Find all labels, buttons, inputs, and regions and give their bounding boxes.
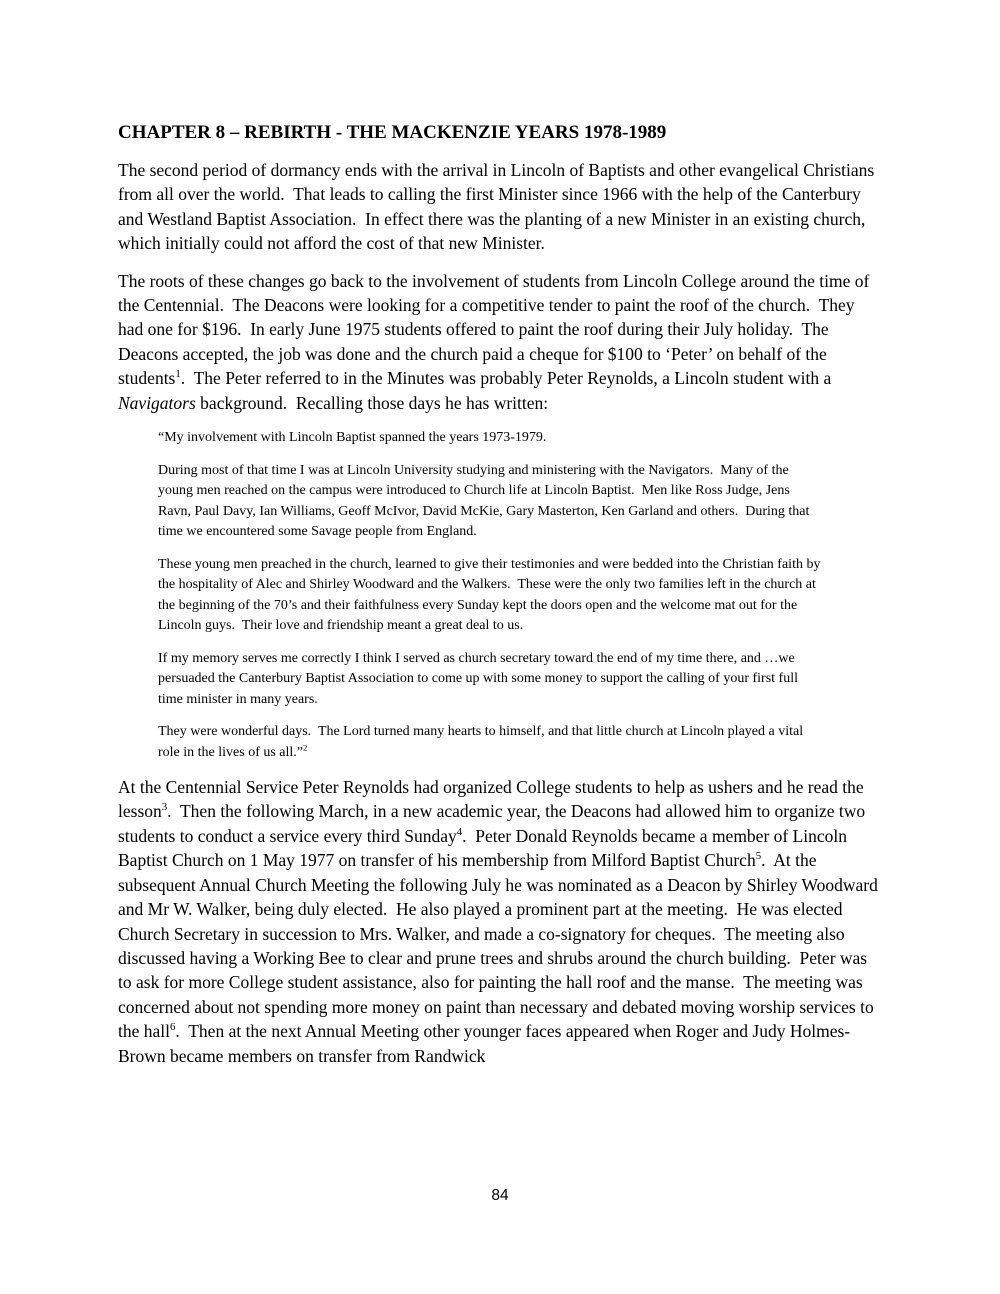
- page-content: [118, 121, 882, 1081]
- document-body: [118, 158, 882, 1068]
- footnote-marker: 5: [755, 850, 762, 863]
- footnote-marker: 1: [175, 368, 181, 381]
- body-paragraph: [118, 269, 882, 415]
- text-run: At the Centennial Service Peter Reynolds had organized College students to help as ushers and he read the lesson: [118, 777, 869, 822]
- quote-paragraph: [158, 555, 822, 637]
- text-run: “My involvement with Lincoln Baptist spanned the years 1973-1979.: [158, 430, 547, 446]
- quote-paragraph: [158, 428, 822, 449]
- text-run: During most of that time I was at Lincoln University studying and ministering with the Navigators. Many of the young men reached on the campus were introduced to Church life at Lincoln Baptist. Men like Ross Judge, Jens Ravn, Paul Davy, Ian Williams, Geoff McIvor, David McKie, Gary Masterton, Ken Garland and others. During that time we encountered some Savage people from England.: [158, 462, 813, 540]
- text-run: . At the subsequent Annual Church Meeting the following July he was nominated as a Deacon by Shirley Woodward and Mr W. Walker, being duly elected. He also played a prominent part at the meeting. He was elected Church Secretary in succession to Mrs. Walker, and made a co-signatory for cheques. The meeting also discussed having a Working Bee to clear and prune trees and shrubs around the church building. Peter was to ask for more College student assistance, also for painting the hall roof and the manse. The meeting was concerned about not spending more money on paint than necessary and debated moving worship services to the hall: [118, 850, 883, 1042]
- text-run: . Then the following March, in a new academic year, the Deacons had allowed him to organize two students to conduct a service every third Sunday: [118, 801, 870, 846]
- text-run: These young men preached in the church, learned to give their testimonies and were bedded into the Christian faith by the hospitality of Alec and Shirley Woodward and the Walkers. These were the only two families left in the church at the beginning of the 70’s and their faithfulness every Sunday kept the doors open and the welcome mat out for the Lincoln guys. Their love and friendship meant a great deal to us.: [158, 556, 824, 634]
- text-run: . Then at the next Annual Meeting other younger faces appeared when Roger and Judy Holmes-Brown became members on transfer from Randwick: [118, 1021, 851, 1066]
- text-run: . The Peter referred to in the Minutes was probably Peter Reynolds, a Lincoln student with a: [180, 368, 836, 389]
- text-run: background. Recalling those days he has written:: [195, 392, 549, 413]
- footnote-marker: 6: [170, 1021, 176, 1034]
- footnote-marker: 4: [456, 826, 463, 839]
- text-run: . Peter Donald Reynolds became a member of Lincoln Baptist Church on 1 May 1977 on transfer of his membership from Milford Baptist Church: [118, 825, 852, 871]
- quote-paragraph: [158, 649, 822, 711]
- quote-paragraph: [158, 461, 822, 543]
- text-run: If my memory serves me correctly I think I served as church secretary toward the end of my time there, and …we persuaded the Canterbury Baptist Association to come up with some money to support the calling of your first full time minister in many years.: [158, 650, 802, 707]
- italic-text: Navigators: [118, 392, 196, 413]
- chapter-title: CHAPTER 8 – REBIRTH - THE MACKENZIE YEARS 1978-1989: [118, 122, 667, 143]
- text-run: The roots of these changes go back to the involvement of students from Lincoln College around the time of the Centennial. The Deacons were looking for a competitive tender to paint the roof of the church. They had one for $196. In early June 1975 students offered to paint the roof during their July holiday. The Deacons accepted, the job was done and the church paid a cheque for $100 to ‘Peter’ on behalf of the students: [118, 270, 874, 389]
- page-number: 84: [491, 1187, 509, 1204]
- footnote-marker: 2: [303, 741, 308, 752]
- text-run: The second period of dormancy ends with the arrival in Lincoln of Baptists and other evangelical Christians from all over the world. That leads to calling the first Minister since 1966 with the help of the Canterbury and Westland Baptist Association. In effect there was the planting of a new Minister in an existing church, which initially could not afford the cost of that new Minister.: [118, 160, 879, 254]
- footnote-marker: 3: [161, 801, 168, 814]
- body-paragraph: [118, 158, 882, 256]
- body-paragraph: [118, 775, 882, 1068]
- text-run: They were wonderful days. The Lord turned many hearts to himself, and that little church at Lincoln played a vital role in the lives of us all.”: [158, 724, 807, 760]
- quote-paragraph: [158, 722, 822, 763]
